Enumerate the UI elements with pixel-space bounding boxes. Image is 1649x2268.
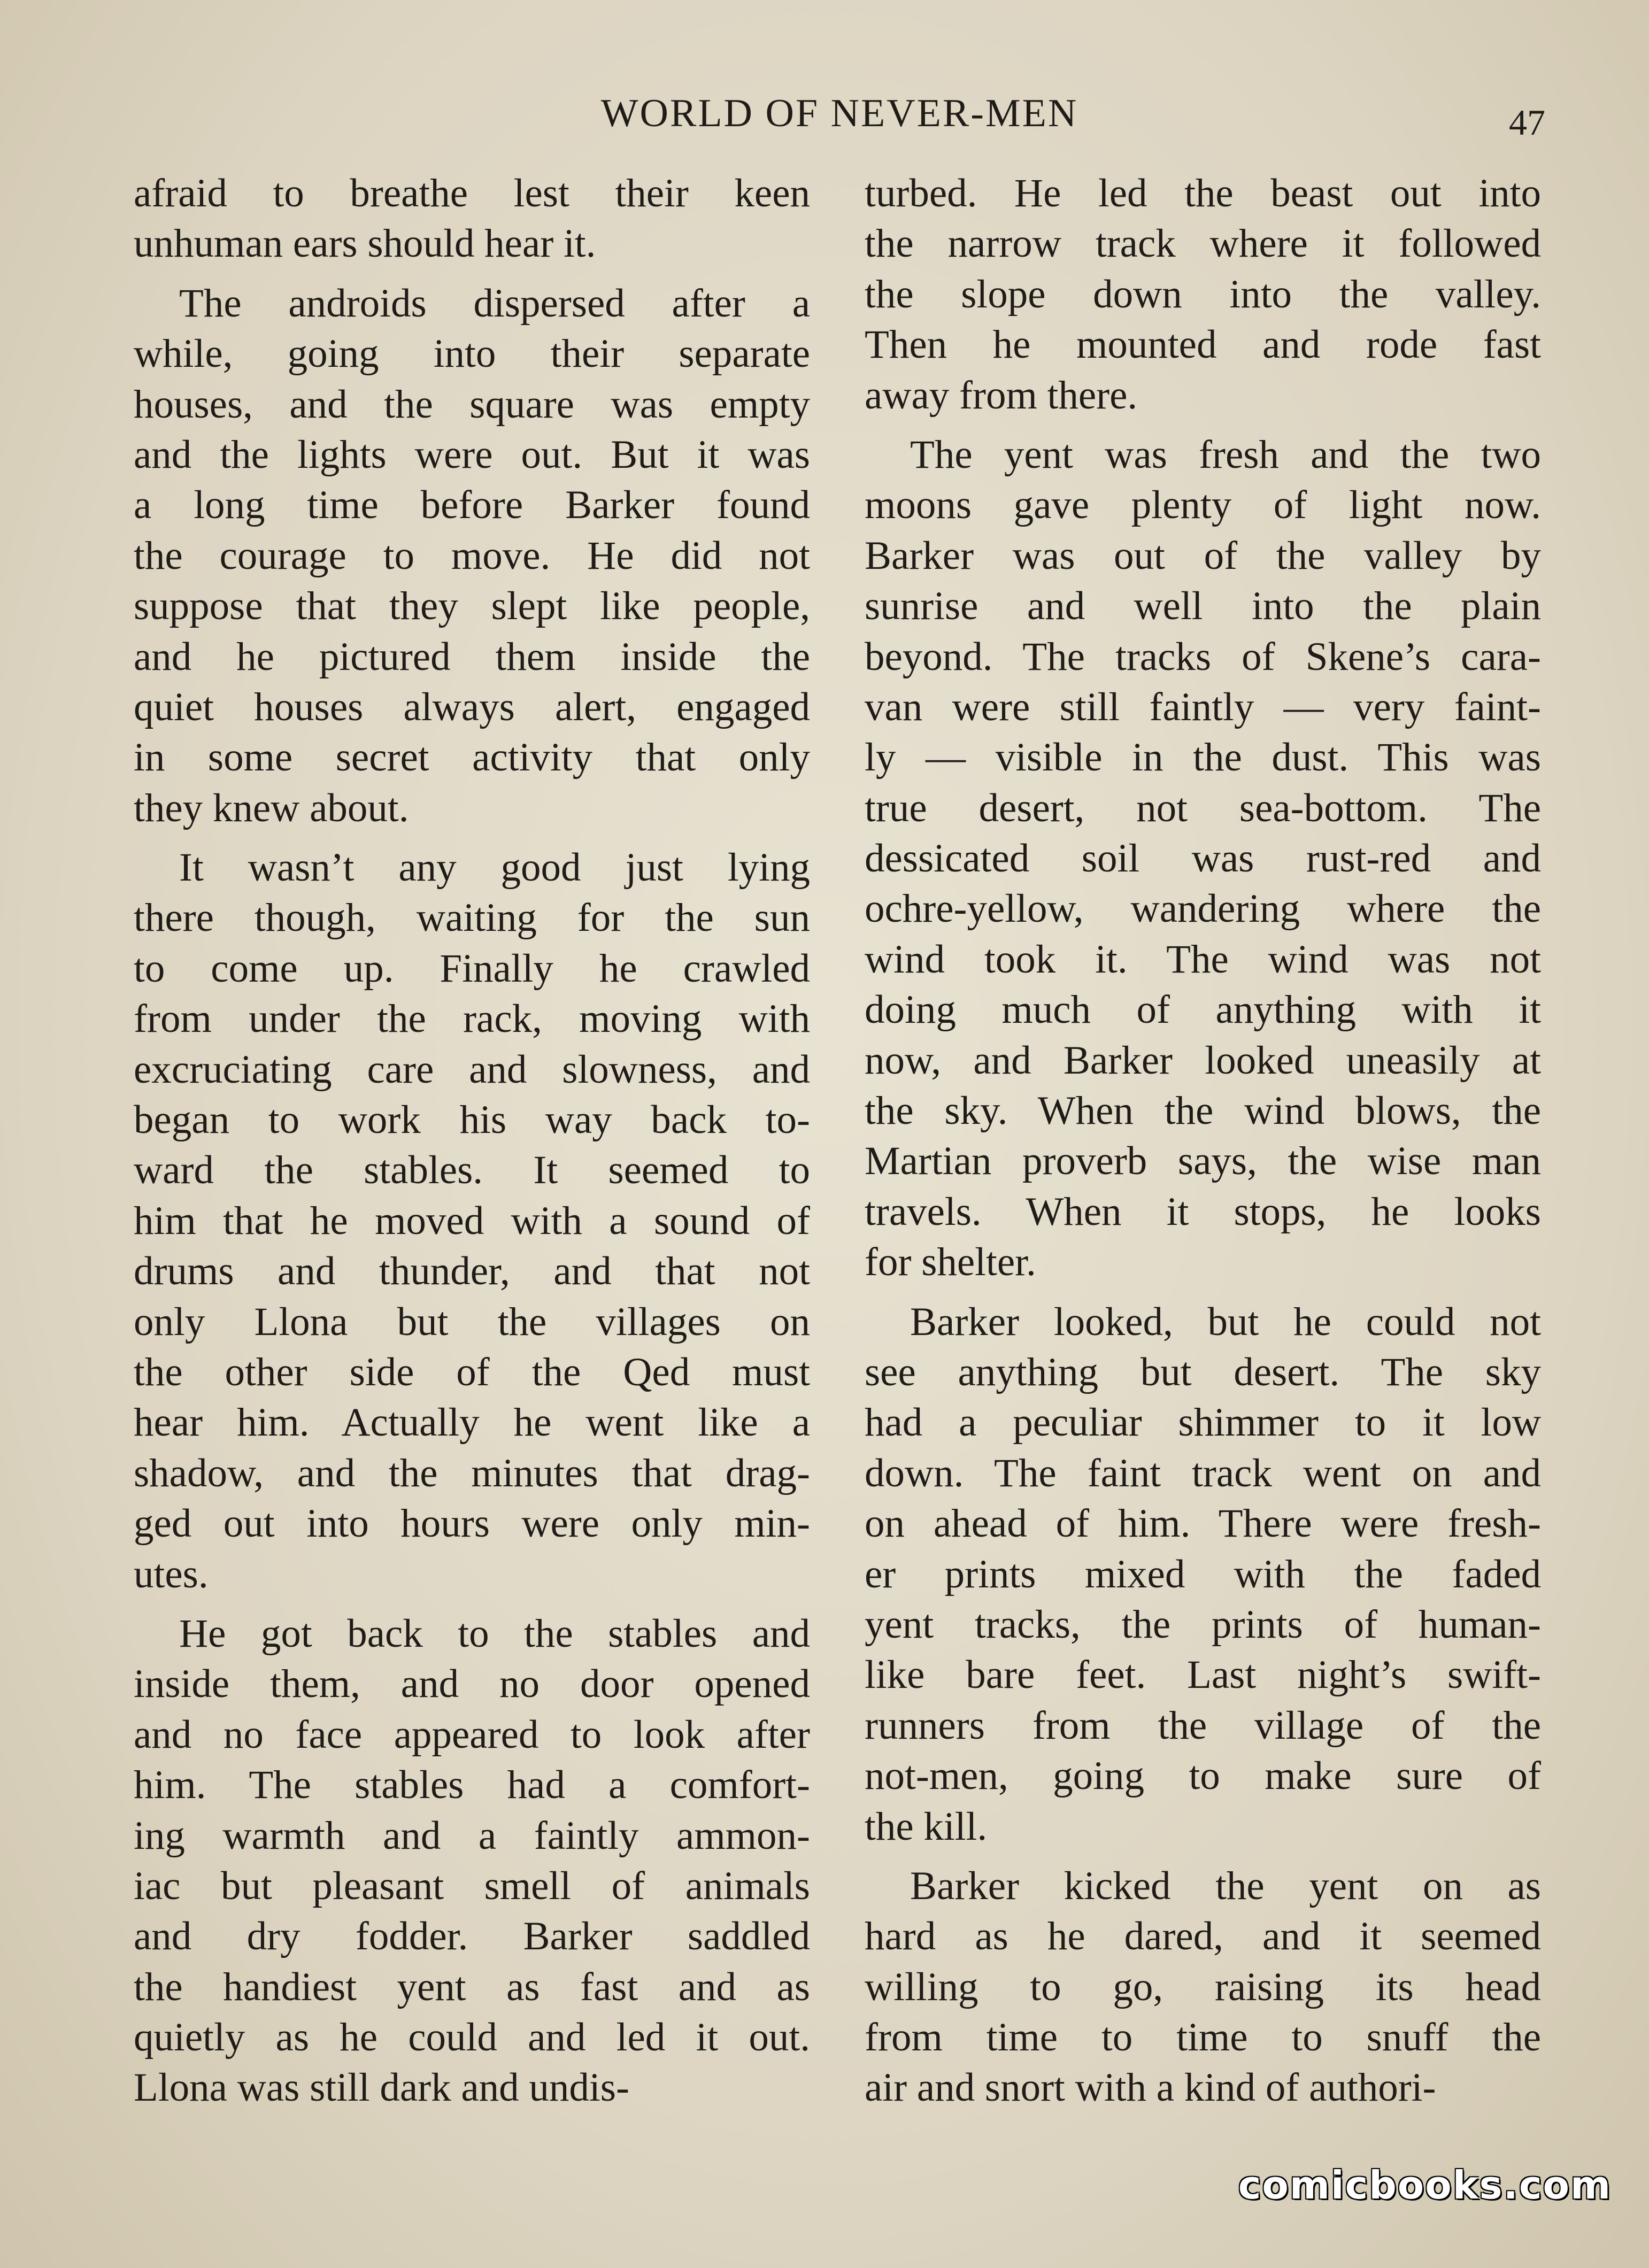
text-line: down. The faint track went on and xyxy=(865,1451,1541,1495)
text-line: to come up. Finally he crawled xyxy=(134,946,810,991)
text-line: runners from the village of the xyxy=(865,1703,1541,1748)
paragraph xyxy=(865,430,1541,1288)
text-line: turbed. He led the beast out into xyxy=(865,171,1541,215)
paragraph xyxy=(865,1297,1541,1852)
page-number: 47 xyxy=(1509,102,1545,143)
text-line: afraid to breathe lest their keen xyxy=(134,171,810,215)
text-line: now, and Barker looked uneasily at xyxy=(865,1038,1541,1083)
paragraph xyxy=(134,279,810,834)
text-line: ward the stables. It seemed to xyxy=(134,1148,810,1193)
text-line: the sky. When the wind blows, the xyxy=(865,1089,1541,1133)
text-column-left xyxy=(134,168,810,2123)
text-line: utes. xyxy=(134,1552,209,1596)
text-line: while, going into their separate xyxy=(134,331,810,376)
text-line: and he pictured them inside the xyxy=(134,634,810,679)
text-line: Martian proverb says, the wise man xyxy=(865,1139,1541,1184)
text-line: they knew about. xyxy=(134,785,409,830)
paragraph xyxy=(134,1609,810,2113)
text-line: not-men, going to make sure of xyxy=(865,1754,1541,1799)
paragraph xyxy=(134,168,810,269)
text-line: sunrise and well into the plain xyxy=(865,584,1541,629)
text-line: Barker was out of the valley by xyxy=(865,533,1541,578)
text-line: ing warmth and a faintly ammon- xyxy=(134,1813,810,1858)
text-line: Then he mounted and rode fast xyxy=(865,322,1541,367)
text-line: beyond. The tracks of Skene’s cara- xyxy=(865,634,1541,679)
text-line: iac but pleasant smell of animals xyxy=(134,1863,810,1908)
paragraph xyxy=(865,1861,1541,2113)
text-line: him that he moved with a sound of xyxy=(134,1198,810,1243)
text-line: ochre-yellow, wandering where the xyxy=(865,886,1541,931)
text-line: began to work his way back to- xyxy=(134,1098,810,1143)
text-line: the courage to move. He did not xyxy=(134,533,810,578)
text-line: and the lights were out. But it was xyxy=(134,432,810,477)
text-line: The androids dispersed after a xyxy=(179,281,810,326)
text-line: for shelter. xyxy=(865,1240,1036,1285)
text-line: the other side of the Qed must xyxy=(134,1349,810,1394)
paragraph xyxy=(865,168,1541,421)
text-line: him. The stables had a comfort- xyxy=(134,1763,810,1808)
paragraph xyxy=(134,843,810,1600)
text-line: hear him. Actually he went like a xyxy=(134,1400,810,1445)
running-title: WORLD OF NEVER-MEN xyxy=(600,91,1078,135)
text-line: there though, waiting for the sun xyxy=(134,896,810,940)
text-line: the handiest yent as fast and as xyxy=(134,1964,810,2009)
text-line: and dry fodder. Barker saddled xyxy=(134,1914,810,1959)
text-line: doing much of anything with it xyxy=(865,988,1541,1032)
text-line: on ahead of him. There were fresh- xyxy=(865,1501,1541,1546)
text-line: ly — visible in the dust. This was xyxy=(865,735,1541,780)
text-line: true desert, not sea-bottom. The xyxy=(865,785,1541,830)
text-line: and no face appeared to look after xyxy=(134,1712,810,1757)
text-line: the kill. xyxy=(865,1804,988,1849)
text-line: It wasn’t any good just lying xyxy=(179,845,810,890)
text-line: shadow, and the minutes that drag- xyxy=(134,1451,810,1495)
text-line: Barker looked, but he could not xyxy=(910,1299,1541,1344)
text-line: Barker kicked the yent on as xyxy=(910,1863,1541,1908)
text-line: from under the rack, moving with xyxy=(134,997,810,1042)
text-line: travels. When it stops, he looks xyxy=(865,1189,1541,1234)
text-line: like bare feet. Last night’s swift- xyxy=(865,1653,1541,1698)
text-line: drums and thunder, and that not xyxy=(134,1249,810,1294)
text-line: houses, and the square was empty xyxy=(134,382,810,427)
text-line: only Llona but the villages on xyxy=(134,1299,810,1344)
text-line: in some secret activity that only xyxy=(134,735,810,780)
text-line: Llona was still dark and undis- xyxy=(134,2065,629,2110)
text-line: He got back to the stables and xyxy=(179,1611,810,1656)
text-line: from time to time to snuff the xyxy=(865,2015,1541,2060)
text-line: dessicated soil was rust-red and xyxy=(865,836,1541,881)
text-column-right xyxy=(865,168,1541,2123)
text-line: ged out into hours were only min- xyxy=(134,1501,810,1546)
text-line: er prints mixed with the faded xyxy=(865,1552,1541,1596)
text-line: hard as he dared, and it seemed xyxy=(865,1914,1541,1959)
running-header xyxy=(134,91,1545,144)
text-line: air and snort with a kind of authori- xyxy=(865,2065,1436,2110)
text-line: wind took it. The wind was not xyxy=(865,937,1541,982)
text-line: had a peculiar shimmer to it low xyxy=(865,1400,1541,1445)
text-line: the narrow track where it followed xyxy=(865,221,1541,266)
text-line: van were still faintly — very faint- xyxy=(865,684,1541,729)
text-line: willing to go, raising its head xyxy=(865,1964,1541,2009)
text-line: suppose that they slept like people, xyxy=(134,584,810,629)
text-line: excruciating care and slowness, and xyxy=(134,1047,810,1092)
text-line: yent tracks, the prints of human- xyxy=(865,1602,1541,1647)
text-line: see anything but desert. The sky xyxy=(865,1349,1541,1394)
text-line: The yent was fresh and the two xyxy=(910,432,1541,477)
text-line: inside them, and no door opened xyxy=(134,1662,810,1707)
text-line: the slope down into the valley. xyxy=(865,272,1541,317)
text-line: away from there. xyxy=(865,373,1138,418)
text-line: a long time before Barker found xyxy=(134,483,810,528)
text-line: unhuman ears should hear it. xyxy=(134,221,596,266)
watermark-logo: comicbooks.com xyxy=(1238,2163,1612,2208)
text-line: moons gave plenty of light now. xyxy=(865,483,1541,528)
text-line: quietly as he could and led it out. xyxy=(134,2015,810,2060)
text-line: quiet houses always alert, engaged xyxy=(134,684,810,729)
